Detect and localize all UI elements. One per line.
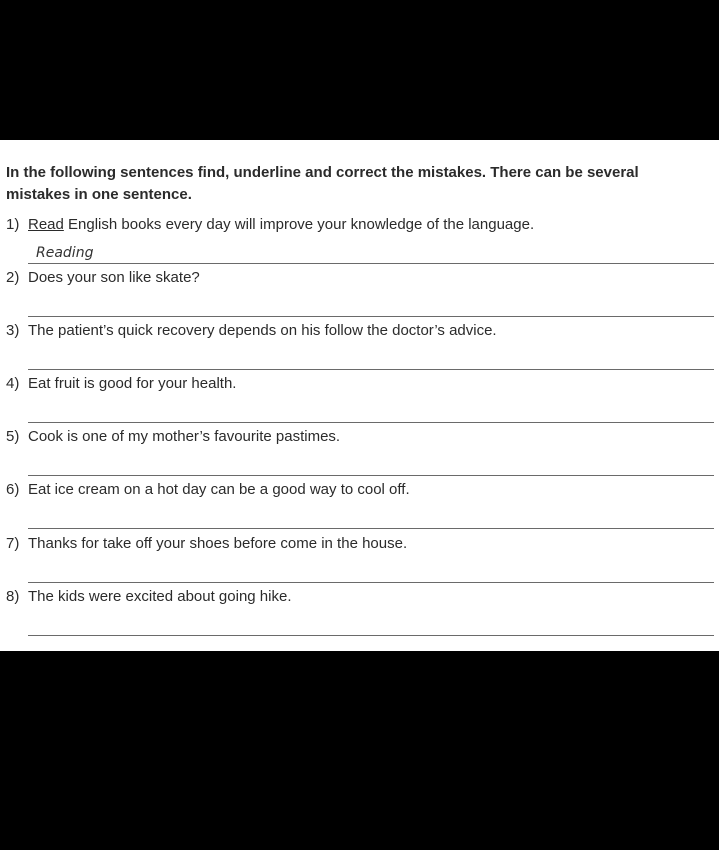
item-number: 7): [6, 535, 20, 552]
exercise-item-5: [6, 427, 714, 480]
exercise-item-3: [6, 321, 714, 374]
exercise-item-2: [6, 268, 714, 321]
item-number: 5): [6, 428, 20, 445]
sentence-text: Does your son like skate?: [28, 269, 200, 286]
item-number: 8): [6, 588, 20, 605]
answer-line[interactable]: [28, 263, 714, 264]
exercise-item-6: [6, 480, 714, 533]
sentence-text: Thanks for take off your shoes before come in the house.: [28, 535, 408, 552]
item-number: 6): [6, 481, 20, 498]
exercise-item-7: [6, 534, 714, 587]
sentence-text: The kids were excited about going hike.: [28, 588, 292, 605]
item-sentence: [28, 321, 497, 341]
answer-line[interactable]: [28, 475, 714, 476]
item-sentence: [28, 374, 236, 394]
worksheet: [0, 140, 719, 651]
underlined-mistake: Read: [28, 216, 64, 233]
answer-line[interactable]: [28, 369, 714, 370]
item-sentence: [28, 534, 407, 554]
answer-line[interactable]: [28, 582, 714, 583]
sentence-text: Eat ice cream on a hot day can be a good way to cool off.: [28, 481, 410, 498]
item-number: 3): [6, 322, 20, 339]
answer-line[interactable]: [28, 422, 714, 423]
sentence-text: The patient’s quick recovery depends on his follow the doctor’s advice.: [28, 322, 497, 339]
answer-line[interactable]: [28, 635, 714, 636]
item-sentence: [28, 480, 410, 500]
handwritten-answer[interactable]: Reading: [36, 245, 94, 261]
sentence-text: Cook is one of my mother’s favourite pastimes.: [28, 428, 341, 445]
item-sentence: [28, 215, 534, 235]
sentence-text: Eat fruit is good for your health.: [28, 375, 237, 392]
item-sentence: [28, 587, 292, 607]
item-number: 2): [6, 269, 20, 286]
exercise-item-4: [6, 374, 714, 427]
instructions: In the following sentences find, underline and correct the mistakes. There can be several mistakes in one sentence.: [6, 164, 639, 203]
exercise-item-1: [6, 215, 714, 268]
answer-line[interactable]: [28, 528, 714, 529]
sentence-text: English books every day will improve your knowledge of the language.: [63, 216, 535, 233]
item-number: 1): [6, 216, 20, 233]
item-number: 4): [6, 375, 20, 392]
item-sentence: [28, 268, 200, 288]
exercise-item-8: [6, 587, 714, 640]
item-sentence: [28, 427, 340, 447]
answer-line[interactable]: [28, 316, 714, 317]
